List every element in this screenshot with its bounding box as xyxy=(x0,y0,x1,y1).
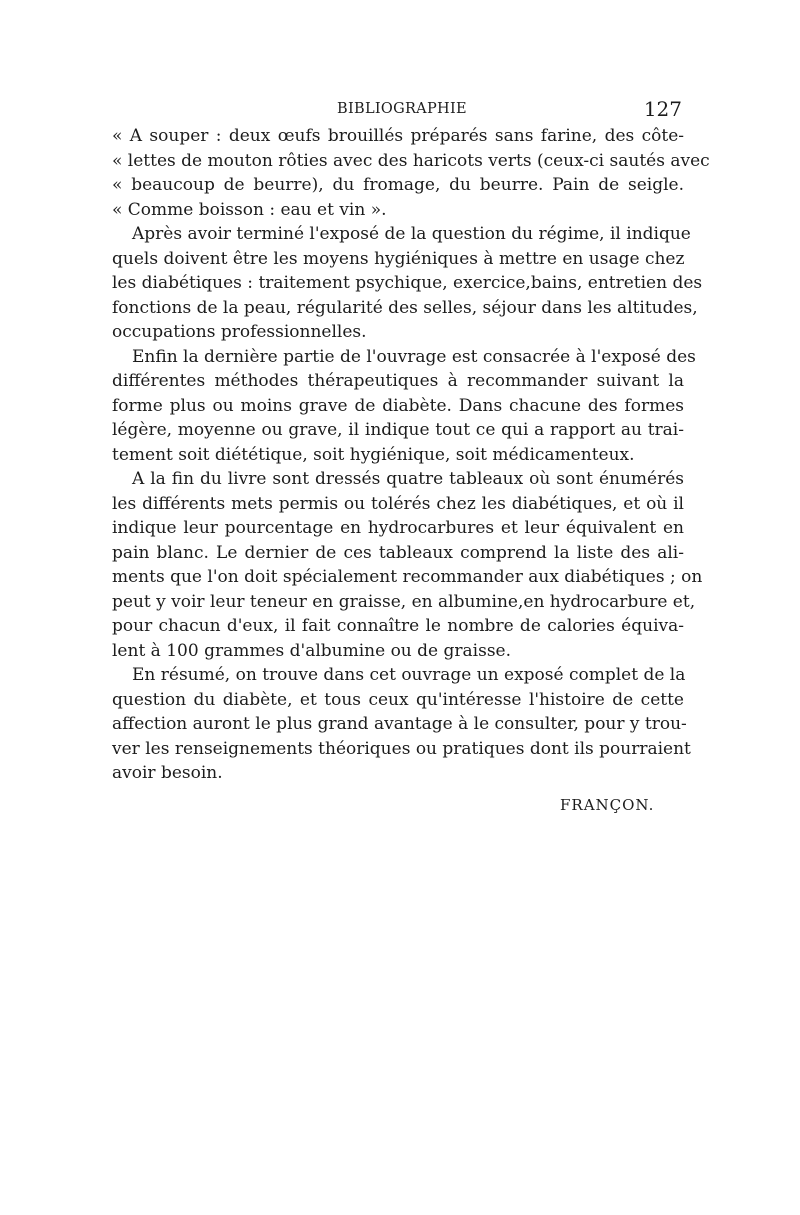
text-line: légère, moyenne ou grave, il indique tout ce qui a rapport au trai- xyxy=(112,420,684,440)
page-number: 127 xyxy=(643,97,682,121)
text-line: ments que l'on doit spécialement recommander aux diabétiques ; on xyxy=(112,567,703,587)
text-line: les différents mets permis ou tolérés chez les diabétiques, et où il xyxy=(112,493,684,514)
text-line: « Comme boisson : eau et vin ». xyxy=(112,199,387,220)
text-line: « A souper : deux œufs brouillés préparés sans farine, des côte- xyxy=(112,126,684,146)
text-line: fonctions de la peau, régularité des selles, séjour dans les altitudes, xyxy=(112,297,698,318)
text-line: pour chacun d'eux, il fait connaître le nombre de calories équiva- xyxy=(112,616,684,636)
running-title: BIBLIOGRAPHIE xyxy=(337,101,467,117)
text-line: tement soit diététique, soit hygiénique, soit médicamenteux. xyxy=(112,444,635,465)
text-line: différentes méthodes thérapeutiques à recommander suivant la xyxy=(112,371,684,391)
page-header xyxy=(112,97,684,123)
text-line: lent à 100 grammes d'albumine ou de graisse. xyxy=(112,640,512,661)
text-line: affection auront le plus grand avantage à le consulter, pour y trou- xyxy=(112,714,687,734)
text-line: En résumé, on trouve dans cet ouvrage un exposé complet de la xyxy=(132,665,686,685)
text-line: A la fin du livre sont dressés quatre tableaux où sont énumérés xyxy=(132,469,684,489)
text-line: peut y voir leur teneur en graisse, en albumine,en hydrocarbure et, xyxy=(112,591,696,612)
author-signature: FRANÇON. xyxy=(560,796,655,814)
page-body xyxy=(112,124,710,786)
text-line: question du diabète, et tous ceux qu'intéresse l'histoire de cette xyxy=(112,689,684,710)
text-line: ver les renseignements théoriques ou pratiques dont ils pourraient xyxy=(112,738,691,759)
text-line: les diabétiques : traitement psychique, exercice,bains, entretien des xyxy=(112,273,703,293)
text-line: Enfin la dernière partie de l'ouvrage est consacrée à l'exposé des xyxy=(132,346,696,367)
text-line: pain blanc. Le dernier de ces tableaux comprend la liste des ali- xyxy=(112,542,684,563)
text-line: Après avoir terminé l'exposé de la question du régime, il indique xyxy=(132,224,691,244)
text-line: avoir besoin. xyxy=(112,763,223,783)
text-line: indique leur pourcentage en hydrocarbures et leur équivalent en xyxy=(112,518,684,538)
text-line: « beaucoup de beurre), du fromage, du beurre. Pain de seigle. xyxy=(112,175,684,195)
text-line: « lettes de mouton rôties avec des haricots verts (ceux-ci sautés avec xyxy=(112,150,710,171)
text-line: quels doivent être les moyens hygiéniques à mettre en usage chez xyxy=(112,248,685,269)
text-line: forme plus ou moins grave de diabète. Dans chacune des formes xyxy=(112,395,684,416)
text-line: occupations professionnelles. xyxy=(112,322,367,342)
